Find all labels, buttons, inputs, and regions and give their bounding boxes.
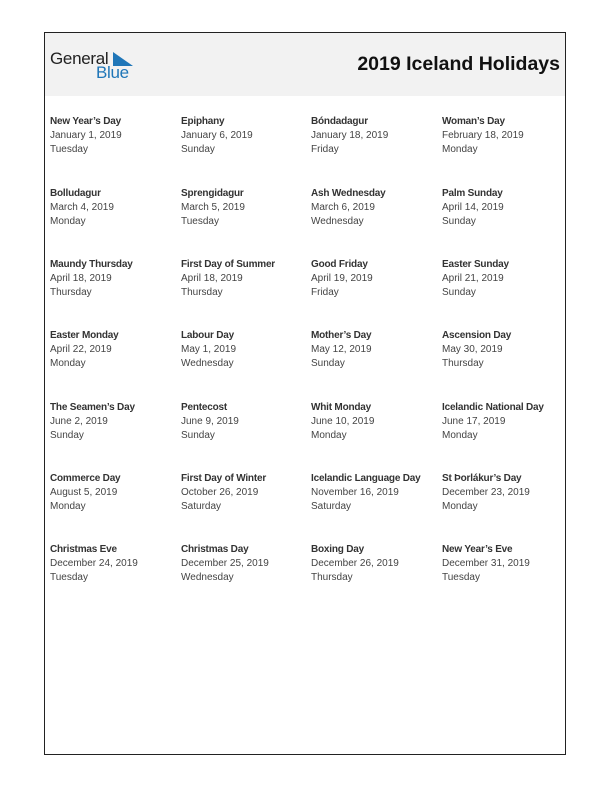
holiday-name: Bóndadagur xyxy=(311,116,368,127)
holiday-name: First Day of Summer xyxy=(181,259,276,270)
page-header xyxy=(45,33,565,96)
holiday-name: Icelandic Language Day xyxy=(311,473,421,484)
holiday-entry xyxy=(181,187,309,229)
holiday-date: October 26, 2019 xyxy=(181,487,259,498)
holiday-entry xyxy=(311,115,439,157)
holiday-date: April 18, 2019 xyxy=(181,273,243,284)
holiday-date: May 1, 2019 xyxy=(181,344,237,355)
holiday-entry xyxy=(50,543,178,585)
holiday-name: Easter Sunday xyxy=(442,259,509,270)
holiday-name: New Year’s Eve xyxy=(442,544,513,555)
holiday-entry xyxy=(442,401,570,443)
holiday-entry xyxy=(181,258,309,300)
holiday-weekday: Sunday xyxy=(50,430,84,441)
holiday-name: Christmas Day xyxy=(181,544,249,555)
holiday-date: April 22, 2019 xyxy=(50,344,112,355)
holiday-entry xyxy=(181,401,309,443)
holiday-date: November 16, 2019 xyxy=(311,487,399,498)
holiday-weekday: Tuesday xyxy=(50,572,88,583)
holiday-name: Christmas Eve xyxy=(50,544,117,555)
holiday-name: Icelandic National Day xyxy=(442,402,544,413)
holiday-weekday: Monday xyxy=(311,430,347,441)
holiday-name: Epiphany xyxy=(181,116,225,127)
holiday-name: Boxing Day xyxy=(311,544,365,555)
holiday-date: April 18, 2019 xyxy=(50,273,112,284)
holiday-date: June 2, 2019 xyxy=(50,416,108,427)
holiday-weekday: Wednesday xyxy=(181,572,234,583)
holiday-date: March 4, 2019 xyxy=(50,202,114,213)
brand-logo xyxy=(50,49,140,83)
holiday-name: Easter Monday xyxy=(50,330,119,341)
holiday-entry xyxy=(311,401,439,443)
holiday-entry xyxy=(442,115,570,157)
holiday-date: June 9, 2019 xyxy=(181,416,239,427)
holiday-entry xyxy=(311,329,439,371)
holiday-entry xyxy=(181,543,309,585)
holiday-weekday: Monday xyxy=(50,358,86,369)
holiday-date: January 1, 2019 xyxy=(50,130,122,141)
holiday-weekday: Saturday xyxy=(311,501,352,512)
holiday-date: December 31, 2019 xyxy=(442,558,530,569)
holiday-weekday: Sunday xyxy=(311,358,345,369)
holiday-entry xyxy=(442,329,570,371)
holiday-weekday: Monday xyxy=(50,501,86,512)
holiday-date: June 17, 2019 xyxy=(442,416,506,427)
holiday-name: Woman’s Day xyxy=(442,116,505,127)
holiday-name: Pentecost xyxy=(181,402,227,413)
holiday-date: April 19, 2019 xyxy=(311,273,373,284)
holiday-entry xyxy=(181,115,309,157)
holiday-date: December 26, 2019 xyxy=(311,558,399,569)
holiday-weekday: Monday xyxy=(442,430,478,441)
holiday-entry xyxy=(311,543,439,585)
holiday-weekday: Sunday xyxy=(442,216,476,227)
holiday-name: First Day of Winter xyxy=(181,473,267,484)
holiday-name: Mother’s Day xyxy=(311,330,372,341)
holiday-date: March 6, 2019 xyxy=(311,202,375,213)
page-title: 2019 Iceland Holidays xyxy=(357,53,560,75)
holiday-date: December 23, 2019 xyxy=(442,487,530,498)
holiday-weekday: Sunday xyxy=(442,287,476,298)
holiday-entry xyxy=(442,472,570,514)
holiday-entry xyxy=(311,187,439,229)
holiday-weekday: Monday xyxy=(442,501,478,512)
logo-text-general: General xyxy=(50,49,109,68)
holiday-date: January 6, 2019 xyxy=(181,130,253,141)
holiday-name: Ascension Day xyxy=(442,330,512,341)
holiday-name: Bolludagur xyxy=(50,188,101,199)
holiday-entry xyxy=(311,258,439,300)
holiday-name: Labour Day xyxy=(181,330,235,341)
holiday-name: New Year’s Day xyxy=(50,116,121,127)
holiday-name: Sprengidagur xyxy=(181,188,244,199)
holiday-weekday: Thursday xyxy=(442,358,484,369)
holiday-date: January 18, 2019 xyxy=(311,130,389,141)
holiday-name: St Þorlákur’s Day xyxy=(442,473,522,484)
holiday-date: February 18, 2019 xyxy=(442,130,524,141)
holiday-entry xyxy=(50,258,178,300)
holiday-weekday: Tuesday xyxy=(181,216,219,227)
holiday-entry xyxy=(442,543,570,585)
holiday-name: Whit Monday xyxy=(311,402,372,413)
holiday-name: Commerce Day xyxy=(50,473,121,484)
holiday-date: May 12, 2019 xyxy=(311,344,372,355)
holiday-date: June 10, 2019 xyxy=(311,416,375,427)
holiday-name: Ash Wednesday xyxy=(311,188,386,199)
holiday-entry xyxy=(50,472,178,514)
holiday-weekday: Thursday xyxy=(311,572,353,583)
holiday-entry xyxy=(50,115,178,157)
holiday-date: April 14, 2019 xyxy=(442,202,504,213)
holiday-date: March 5, 2019 xyxy=(181,202,245,213)
holiday-entry xyxy=(442,187,570,229)
holiday-date: December 25, 2019 xyxy=(181,558,269,569)
holiday-date: May 30, 2019 xyxy=(442,344,503,355)
holiday-weekday: Wednesday xyxy=(181,358,234,369)
holiday-weekday: Monday xyxy=(50,216,86,227)
holiday-name: Palm Sunday xyxy=(442,188,503,199)
holiday-name: Maundy Thursday xyxy=(50,259,133,270)
holiday-entry xyxy=(50,187,178,229)
holiday-entry xyxy=(311,472,439,514)
holiday-date: December 24, 2019 xyxy=(50,558,138,569)
holiday-weekday: Tuesday xyxy=(50,144,88,155)
holiday-weekday: Sunday xyxy=(181,144,215,155)
holiday-weekday: Thursday xyxy=(181,287,223,298)
holiday-sheet xyxy=(44,32,566,755)
holiday-date: April 21, 2019 xyxy=(442,273,504,284)
holiday-weekday: Friday xyxy=(311,287,339,298)
holiday-entry xyxy=(50,329,178,371)
holiday-name: The Seamen’s Day xyxy=(50,402,135,413)
holiday-date: August 5, 2019 xyxy=(50,487,118,498)
holiday-weekday: Tuesday xyxy=(442,572,480,583)
holiday-entry xyxy=(442,258,570,300)
holiday-entry xyxy=(181,329,309,371)
holiday-weekday: Friday xyxy=(311,144,339,155)
holiday-weekday: Sunday xyxy=(181,430,215,441)
holiday-entry xyxy=(50,401,178,443)
logo-text-blue: Blue xyxy=(96,63,129,82)
holiday-weekday: Saturday xyxy=(181,501,222,512)
holiday-name: Good Friday xyxy=(311,259,368,270)
holiday-weekday: Thursday xyxy=(50,287,92,298)
holiday-weekday: Monday xyxy=(442,144,478,155)
holiday-weekday: Wednesday xyxy=(311,216,364,227)
holiday-entry xyxy=(181,472,309,514)
